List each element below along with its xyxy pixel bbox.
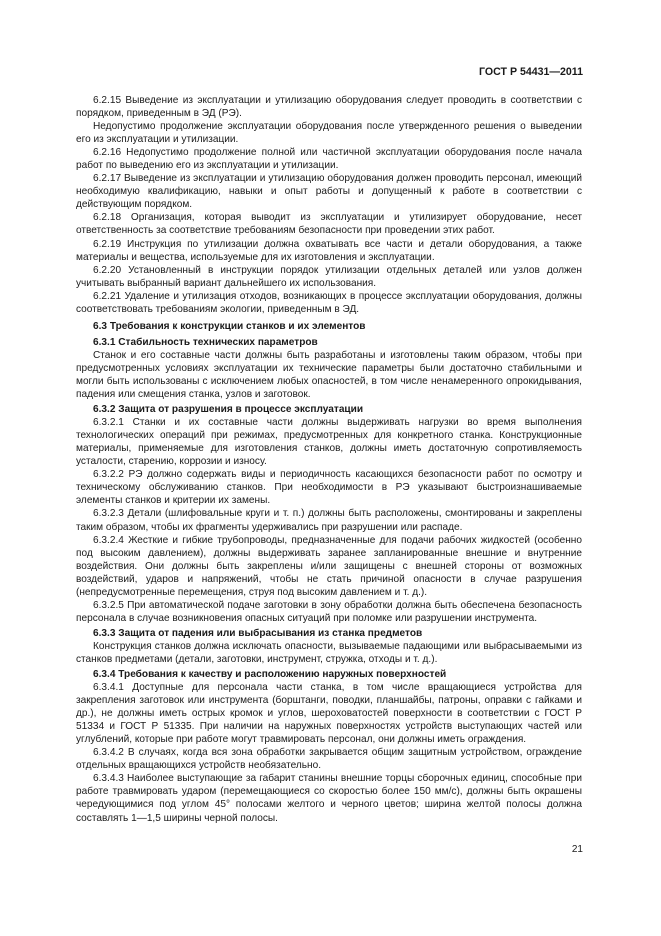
- paragraph: 6.3.2.2 РЭ должно содержать виды и периодичность касающихся безопасности работ по осмотру и техническому обслуживанию станков. При необходимости в РЭ указывают быстроизнашиваемые элементы станков и критерии их замены.: [76, 469, 582, 507]
- paragraph: Станок и его составные части должны быть разработаны и изготовлены таким образом, чтобы при предусмотренных условиях эксплуатации их технические параметры были достаточно стабильными и могли быть использованы с исключением любых опасностей, в том числе ненамеренного опрокидывания, падения или смещения станка, узлов и заготовок.: [76, 349, 582, 401]
- paragraph: 6.2.15 Выведение из эксплуатации и утилизацию оборудования следует проводить в соответствии с порядком, приведенным в ЭД (РЭ).: [76, 95, 582, 120]
- paragraph: 6.3.2.3 Детали (шлифовальные круги и т. п.) должны быть расположены, смонтированы и закреплены таким образом, чтобы их фрагменты удерживались при разрушении или распаде.: [76, 508, 582, 533]
- paragraph: 6.2.21 Удаление и утилизация отходов, возникающих в процессе эксплуатации оборудования, должны соответствовать требованиям экологии, приведенным в ЭД.: [76, 290, 582, 315]
- paragraph: Недопустимо продолжение эксплуатации оборудования после утвержденного решения о выведении его из эксплуатации и утилизации.: [76, 121, 582, 146]
- paragraph: Конструкция станков должна исключать опасности, вызываемые падающими или выбрасываемыми из станков предметами (детали, заготовки, инструмент, стружка, отходы и т. д.).: [76, 640, 582, 665]
- paragraph: 6.3.2.4 Жесткие и гибкие трубопроводы, предназначенные для подачи рабочих жидкостей (особенно под высоким давлением), должны выдерживать заранее запланированные внешние и внутренние воздействия. Они должны быть закреплены и/или защищены с внешней стороны от возможных воздействий, ударов и напряжений, чтобы не стать причиной опасности в случае разрушения (непредусмотренные перемещения, струя под высоким давлением и т. д.).: [76, 534, 582, 598]
- section-heading: 6.3 Требования к конструкции станков и их элементов: [93, 320, 366, 332]
- paragraph: 6.2.20 Установленный в инструкции порядок утилизации отдельных деталей или узлов должен учитывать выбранный вариант дальнейшего их использования.: [76, 264, 582, 289]
- paragraph: 6.3.4.1 Доступные для персонала части станка, в том числе вращающиеся устройства для закрепления заготовок или инструмента (борштанги, поводки, планшайбы, патроны, оправки с гайками и др.), не должны иметь острых кромок и углов, шероховатостей поверхности в соответствии с ГОСТ Р 51334 и ГОСТ Р 51335. При наличии на наружных поверхностях устройств выступающих частей или углублений, которые при работе могут травмировать персонал, они должны иметь ограждения.: [76, 682, 582, 746]
- paragraph: 6.3.4.3 Наиболее выступающие за габарит станины внешние торцы сборочных единиц, способные при работе травмировать ударом (перемещающиеся со скоростью более 150 мм/с), должны быть окрашены чередующимися под углом 45° полосами желтого и черного цветов; ширина желтой полосы должна составлять 1—1,5 ширины черной полосы.: [76, 773, 582, 824]
- paragraph: 6.3.2.5 При автоматической подаче заготовки в зону обработки должна быть обеспечена безопасность персонала в случае возникновения опасных ситуаций при поломке или разрушении инструмента.: [76, 599, 582, 624]
- paragraph: 6.2.17 Выведение из эксплуатации и утилизацию оборудования должен проводить персонал, имеющий необходимую квалификацию, навыки и опыт работы и допущенный к работе в соответствии с действующим порядком.: [76, 173, 582, 211]
- page-number: 21: [571, 844, 583, 855]
- paragraph: 6.2.19 Инструкция по утилизации должна охватывать все части и детали оборудования, а также материалы и вещества, используемые для их изготовления и эксплуатации.: [76, 238, 582, 263]
- paragraph: 6.2.18 Организация, которая выводит из эксплуатации и утилизирует оборудование, несет ответственность за соответствие требованиям безопасности при проведении этих работ.: [76, 212, 582, 237]
- paragraph: 6.2.16 Недопустимо продолжение полной или частичной эксплуатации оборудования после начала работ по выведению его из эксплуатации и утилизации.: [76, 147, 582, 172]
- document-body: [76, 94, 582, 825]
- section-heading: 6.3.3 Защита от падения или выбрасывания из станка предметов: [93, 627, 423, 639]
- section-heading: 6.3.4 Требования к качеству и расположению наружных поверхностей: [93, 669, 447, 681]
- document-id: ГОСТ Р 54431—2011: [479, 66, 583, 78]
- section-heading: 6.3.1 Стабильность технических параметров: [93, 336, 318, 348]
- paragraph: 6.3.2.1 Станки и их составные части должны выдерживать нагрузки во время выполнения технологических операций при режимах, предусмотренных для конкретного станка. Конструкционные материалы, применяемые для изготовления станков, должны иметь достаточную сопротивляемость усталости, старению, коррозии и износу.: [76, 417, 582, 468]
- section-heading: 6.3.2 Защита от разрушения в процессе эксплуатации: [93, 404, 364, 416]
- paragraph: 6.3.4.2 В случаях, когда вся зона обработки закрывается общим защитным устройством, ограждение отдельных вращающихся устройств необязательно.: [76, 747, 582, 772]
